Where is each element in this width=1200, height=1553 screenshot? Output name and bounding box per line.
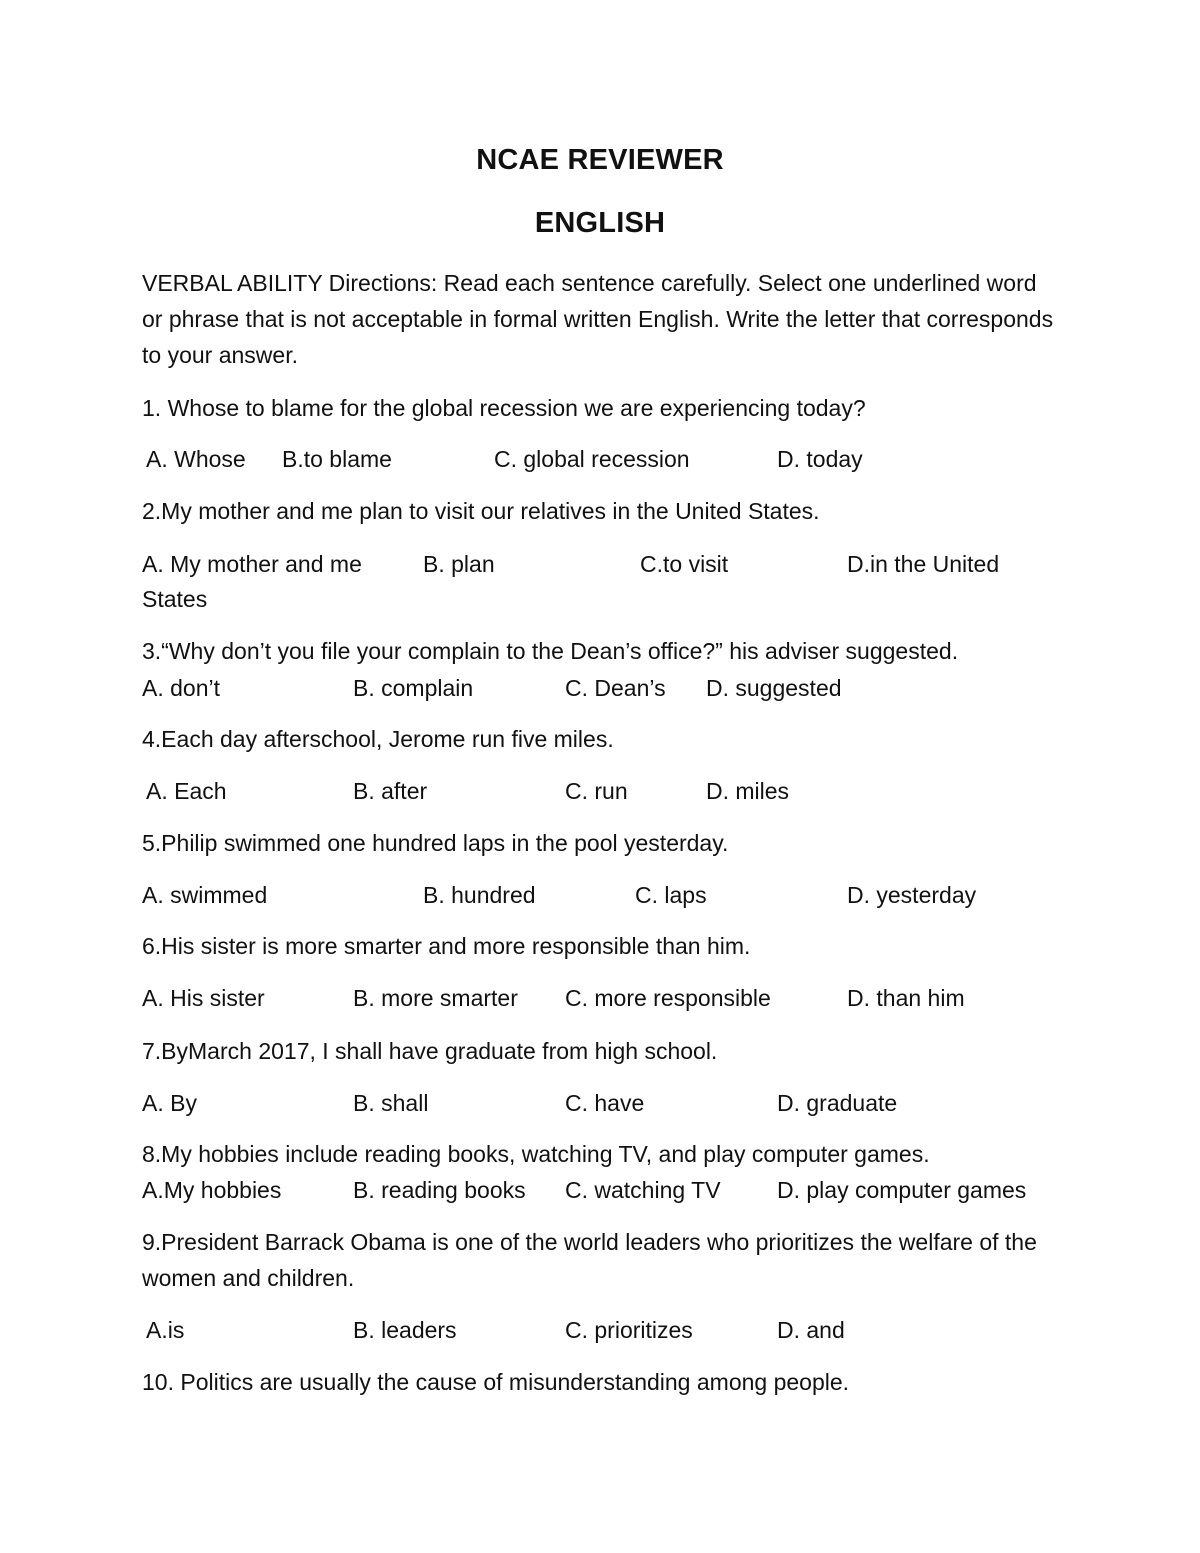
question-7-option-a: A. By (142, 1090, 197, 1116)
question-9-stem: 9.President Barrack Obama is one of the world leaders who prioritizes the welfare of the women and children. (142, 1229, 1037, 1291)
question-8-option-c: C. watching TV (565, 1177, 721, 1203)
question-10-stem: 10. Politics are usually the cause of misunderstanding among people. (142, 1369, 850, 1395)
question-4-option-c: C. run (565, 778, 628, 804)
question-5-stem: 5.Philip swimmed one hundred laps in the pool yesterday. (142, 830, 729, 856)
question-3-option-c: C. Dean’s (565, 675, 666, 701)
question-6-option-a: A. His sister (142, 985, 265, 1011)
question-1-stem: 1. Whose to blame for the global recession we are experiencing today? (142, 395, 866, 421)
question-2-stem: 2.My mother and me plan to visit our relatives in the United States. (142, 498, 820, 524)
question-1-option-d: D. today (777, 446, 863, 472)
question-2-option-d-continuation: States (142, 586, 208, 612)
question-8-option-a: A.My hobbies (142, 1177, 282, 1203)
question-1-option-b: B.to blame (282, 446, 392, 472)
question-9-option-a: A.is (146, 1317, 185, 1343)
question-2-option-c: C.to visit (640, 551, 729, 577)
question-3-option-b: B. complain (353, 675, 474, 701)
question-3-stem: 3.“Why don’t you file your complain to the Dean’s office?” his adviser suggested. (142, 638, 959, 664)
question-6-option-c: C. more responsible (565, 985, 771, 1011)
question-9-option-d: D. and (777, 1317, 845, 1343)
question-5-option-a: A. swimmed (142, 882, 268, 908)
document-subject: ENGLISH (534, 207, 666, 239)
question-2-option-d: D.in the United (847, 551, 1000, 577)
question-6-option-b: B. more smarter (353, 985, 518, 1011)
question-5-option-d: D. yesterday (847, 882, 977, 908)
question-1-option-c: C. global recession (494, 446, 690, 472)
question-8-option-b: B. reading books (353, 1177, 526, 1203)
question-4-option-b: B. after (353, 778, 428, 804)
question-9-option-b: B. leaders (353, 1317, 457, 1343)
document-title: NCAE REVIEWER (476, 144, 724, 176)
question-4-stem: 4.Each day afterschool, Jerome run five miles. (142, 726, 614, 752)
question-3-option-a: A. don’t (142, 675, 220, 701)
question-8-option-d: D. play computer games (777, 1177, 1027, 1203)
question-8-stem: 8.My hobbies include reading books, watching TV, and play computer games. (142, 1141, 930, 1167)
question-2-option-b: B. plan (423, 551, 495, 577)
question-5-option-c: C. laps (635, 882, 707, 908)
question-6-option-d: D. than him (847, 985, 965, 1011)
question-1-option-a: A. Whose (146, 446, 246, 472)
question-2-option-a: A. My mother and me (142, 551, 362, 577)
question-7-stem: 7.ByMarch 2017, I shall have graduate from high school. (142, 1038, 718, 1064)
question-7-option-d: D. graduate (777, 1090, 898, 1116)
question-6-stem: 6.His sister is more smarter and more responsible than him. (142, 933, 751, 959)
directions-paragraph: VERBAL ABILITY Directions: Read each sentence carefully. Select one underlined word or phrase that is not acceptable in formal written English. Write the letter that corresponds to your answer. (142, 270, 1054, 368)
question-4-option-d: D. miles (706, 778, 790, 804)
question-3-option-d: D. suggested (706, 675, 842, 701)
question-9-option-c: C. prioritizes (565, 1317, 693, 1343)
question-7-option-b: B. shall (353, 1090, 429, 1116)
question-5-option-b: B. hundred (423, 882, 536, 908)
question-7-option-c: C. have (565, 1090, 645, 1116)
question-4-option-a: A. Each (146, 778, 227, 804)
